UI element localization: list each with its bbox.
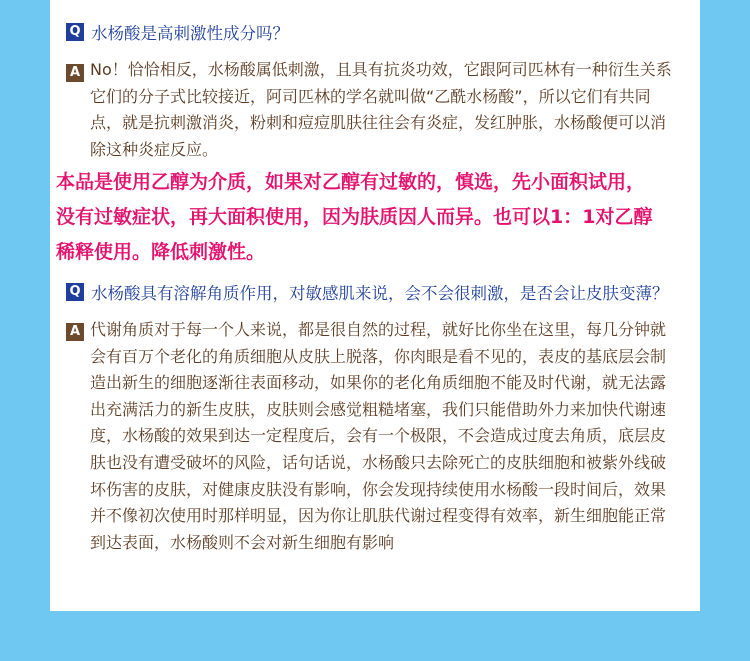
- usage-notice-line: 没有过敏症状，再大面积使用，因为肤质因人而异。也可以1：1对乙醇: [56, 206, 653, 228]
- a-badge: A: [66, 64, 84, 82]
- answer-1-line: No！恰恰相反，水杨酸属低刺激，且具有抗炎功效，它跟阿司匹林有一种衍生关系: [90, 60, 672, 79]
- answer-1-line: 它们的分子式比较接近，阿司匹林的学名就叫做“乙酰水杨酸”，所以它们有共同: [90, 86, 651, 106]
- answer-2-line: 代谢角质对于每一个人来说，都是很自然的过程，就好比你坐在这里，每几分钟就: [90, 320, 667, 339]
- question-2: [66, 280, 669, 304]
- answer-2-line: 出充满活力的新生皮肤，皮肤则会感觉粗糙堵塞，我们只能借助外力来加快代谢速: [90, 399, 667, 419]
- question-2-text: 水杨酸具有溶解角质作用，对敏感肌来说，会不会很刺激，是否会让皮肤变薄？: [91, 284, 669, 303]
- answer-2-line: 度，水杨酸的效果到达一定程度后，会有一个极限，不会造成过度去角质，底层皮: [90, 426, 667, 446]
- usage-notice-line: 稀释使用。降低刺激性。: [56, 241, 266, 263]
- question-1-text: 水杨酸是高刺激性成分吗？: [91, 24, 289, 43]
- usage-notice: [56, 165, 700, 270]
- answer-2-line: 造出新生的细胞逐渐往表面移动，如果你的老化角质细胞不能及时代谢，就无法露: [90, 373, 667, 393]
- answer-1: [90, 57, 690, 163]
- q-badge: Q: [66, 23, 84, 41]
- answer-2-line: 会有百万个老化的角质细胞从皮肤上脱落，你肉眼是看不见的，表皮的基底层会制: [90, 346, 667, 366]
- question-1: [66, 20, 289, 44]
- answer-2-line: 肤也没有遭受破坏的风险，话句话说，水杨酸只去除死亡的皮肤细胞和被紫外线破: [90, 452, 667, 472]
- usage-notice-line: 本品是使用乙醇为介质，如果对乙醇有过敏的，慎选，先小面积试用，: [56, 171, 646, 193]
- answer-1-line: 点，就是抗刺激消炎，粉刺和痘痘肌肤往往会有炎症，发红肿胀，水杨酸便可以消: [90, 113, 667, 133]
- q-badge: Q: [66, 283, 84, 301]
- answer-2: [90, 317, 690, 556]
- answer-2-line: 到达表面，水杨酸则不会对新生细胞有影响: [90, 532, 395, 552]
- answer-2-line: 并不像初次使用时那样明显，因为你让肌肤代谢过程变得有效率，新生细胞能正常: [90, 506, 667, 526]
- a-badge: A: [66, 323, 84, 341]
- answer-2-line: 坏伤害的皮肤，对健康皮肤没有影响，你会发现持续使用水杨酸一段时间后，效果: [90, 479, 667, 499]
- answer-1-line: 除这种炎症反应。: [90, 139, 219, 159]
- content-card: [50, 0, 700, 611]
